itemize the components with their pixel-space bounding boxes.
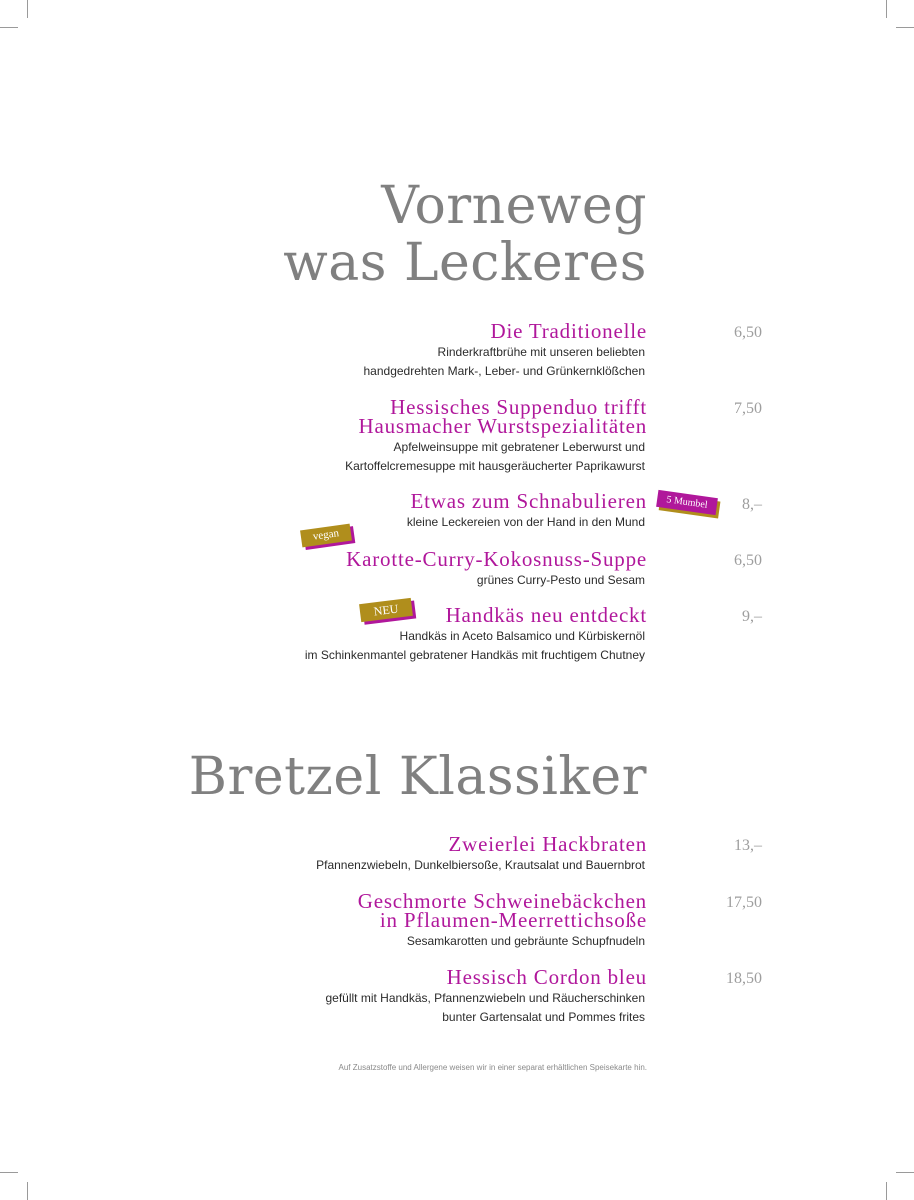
- dish-name: [410, 489, 647, 513]
- price: 7,50: [734, 400, 762, 417]
- dish-description: [305, 627, 645, 665]
- dish-name: [446, 965, 647, 989]
- description-line: kleine Leckereien von der Hand in den Mund: [406, 515, 645, 529]
- price: 8,–: [742, 496, 762, 513]
- description-line: Kartoffelcremesuppe mit hausgeräucherter Paprikawurst: [345, 459, 645, 473]
- dish-name: [445, 603, 647, 627]
- dish-description: [407, 513, 645, 532]
- price: 13,–: [734, 837, 762, 854]
- price: 17,50: [726, 894, 762, 911]
- dish-name-line: Karotte-Curry-Kokosnuss-Suppe: [346, 547, 647, 571]
- crop-mark: [0, 27, 18, 28]
- crop-mark: [27, 1182, 28, 1200]
- dish-name-line: in Pflaumen-Meerrettichsoße: [379, 908, 647, 932]
- description-line: bunter Gartensalat und Pommes frites: [442, 1010, 645, 1024]
- dish-description: [364, 343, 646, 381]
- crop-mark: [27, 0, 28, 18]
- description-line: Apfelweinsuppe mit gebratener Leberwurst und: [393, 440, 645, 454]
- description-line: grünes Curry-Pesto und Sesam: [476, 573, 645, 587]
- crop-mark: [886, 0, 887, 18]
- dish-name: [357, 889, 647, 932]
- tag-badge: NEU: [359, 598, 413, 622]
- section-title: [189, 749, 647, 806]
- crop-mark: [0, 1172, 18, 1173]
- tag-badge: 5 Mumbel: [656, 490, 718, 515]
- section-title-line: was Leckeres: [283, 233, 647, 293]
- price: 6,50: [734, 552, 762, 569]
- dish-name-line: Hausmacher Wurstspezialitäten: [358, 414, 647, 438]
- price: 18,50: [726, 970, 762, 987]
- description-line: gefüllt mit Handkäs, Pfannenzwiebeln und Räucherschinken: [325, 991, 645, 1005]
- description-line: Rinderkraftbrühe mit unseren beliebten: [437, 345, 645, 359]
- description-line: handgedrehten Mark-, Leber- und Grünkernklößchen: [363, 364, 645, 378]
- dish-name: [490, 319, 647, 343]
- dish-name: [346, 547, 647, 571]
- dish-name-line: Etwas zum Schnabulieren: [410, 489, 647, 513]
- price: 6,50: [734, 324, 762, 341]
- crop-mark: [886, 1182, 887, 1200]
- dish-name-line: Hessisches Suppenduo trifft: [390, 395, 647, 419]
- dish-name-line: Hessisch Cordon bleu: [446, 965, 647, 989]
- allergen-footnote: Auf Zusatzstoffe und Allergene weisen wir in einer separat erhältlichen Speisekarte hin.: [338, 1063, 647, 1072]
- section-title-line: Vorneweg: [381, 176, 647, 236]
- dish-description: [325, 989, 645, 1027]
- crop-mark: [896, 1172, 914, 1173]
- dish-name-line: Handkäs neu entdeckt: [445, 603, 647, 627]
- description-line: Handkäs in Aceto Balsamico und Kürbiskernöl: [399, 629, 645, 643]
- crop-mark: [896, 27, 914, 28]
- dish-name-line: Zweierlei Hackbraten: [448, 832, 647, 856]
- tag-badge: vegan: [300, 524, 352, 548]
- section-title: [283, 178, 647, 292]
- dish-name-line: Die Traditionelle: [490, 319, 647, 343]
- description-line: im Schinkenmantel gebratener Handkäs mit fruchtigem Chutney: [304, 648, 645, 662]
- dish-description: [407, 932, 645, 951]
- dish-description: [477, 571, 645, 590]
- description-line: Sesamkarotten und gebräunte Schupfnudeln: [406, 934, 645, 948]
- dish-name: [448, 832, 647, 856]
- price: 9,–: [742, 608, 762, 625]
- dish-description: [345, 438, 645, 476]
- description-line: Pfannenzwiebeln, Dunkelbiersoße, Krautsalat und Bauernbrot: [316, 858, 645, 872]
- dish-name-line: Geschmorte Schweinebäckchen: [357, 889, 647, 913]
- dish-name: [358, 395, 647, 438]
- dish-description: [316, 856, 645, 875]
- section-title-line: Bretzel Klassiker: [188, 747, 647, 807]
